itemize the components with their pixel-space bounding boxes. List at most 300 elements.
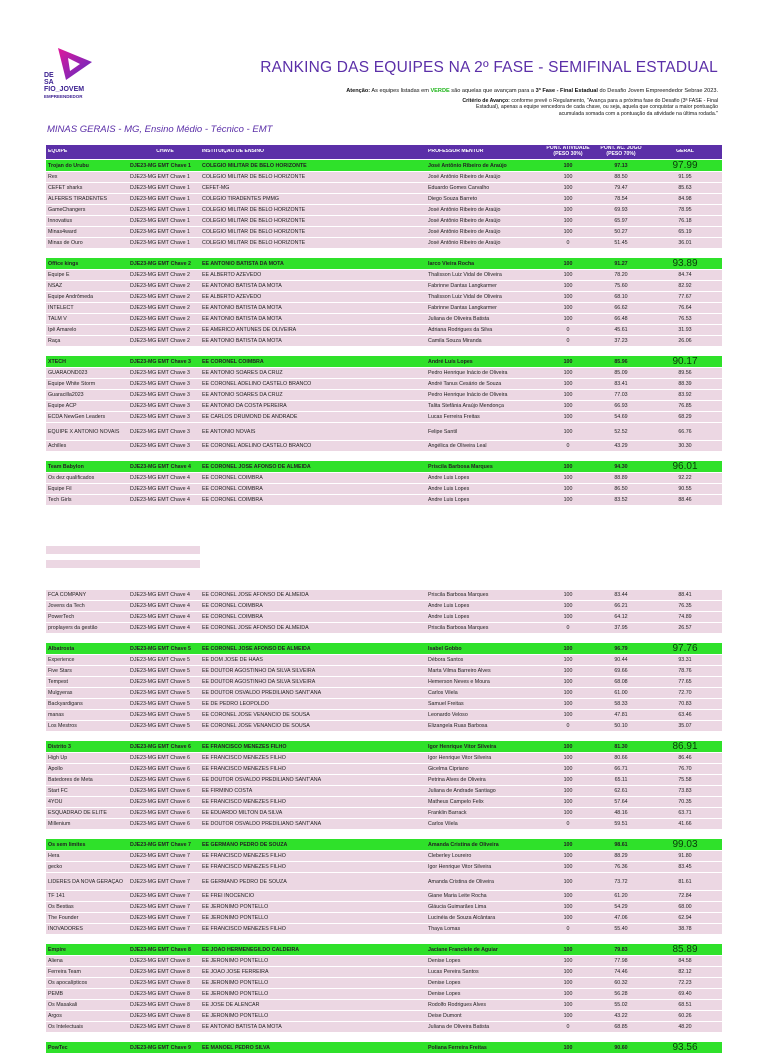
cell-chave: DJE23-MG EMT Chave 8 <box>130 1013 190 1019</box>
cell-jogo: 75.60 <box>614 283 628 289</box>
cell-professor: Iarco Vieira Rocha <box>428 260 475 267</box>
cell-team: Argos <box>48 1013 62 1019</box>
cell-professor: André Luís Lopes <box>428 358 473 365</box>
cell-chave: DJE23-MG EMT Chave 2 <box>130 327 190 333</box>
header-geral: GERAL <box>676 149 694 155</box>
cell-atividade: 100 <box>563 218 573 224</box>
table-row <box>46 873 722 891</box>
cell-atividade: 0 <box>566 821 570 827</box>
cell-jogo: 91.27 <box>614 260 628 267</box>
cell-team: Guaracilla2023 <box>48 392 84 398</box>
table-row <box>46 710 722 721</box>
cell-chave: DJE23-MG EMT Chave 1 <box>130 162 191 169</box>
cell-team: Backyardigans <box>48 701 83 707</box>
cell-team: TALM V <box>48 316 67 322</box>
cell-chave: DJE23-MG EMT Chave 2 <box>130 316 190 322</box>
cell-atividade: 100 <box>563 657 573 663</box>
cell-instituicao: EE JERÔNIMO PONTELLO <box>202 980 269 986</box>
cell-team: manas <box>48 712 64 718</box>
cell-instituicao: EE ALBERTO AZEVEDO <box>202 294 262 300</box>
criteria-line-1: conforme prevê o Regulamento, "Avança para a próxima fase do Desafio (3ª FASE - Final <box>509 98 718 104</box>
table-row <box>46 238 722 249</box>
cell-atividade: 100 <box>563 174 573 180</box>
cell-geral: 68.29 <box>678 414 692 420</box>
table-row <box>46 216 722 227</box>
cell-geral: 84.98 <box>678 196 692 202</box>
table-row <box>46 194 722 205</box>
cell-team: Os apocalípticos <box>48 980 88 986</box>
cell-professor: José Antônio Ribeiro de Araújo <box>428 174 501 180</box>
cell-chave: DJE23-MG EMT Chave 4 <box>130 614 190 620</box>
cell-atividade: 100 <box>563 316 573 322</box>
table-row <box>46 913 722 924</box>
cell-jogo: 43.29 <box>614 443 628 449</box>
cell-geral: 38.78 <box>678 926 692 932</box>
cell-chave: DJE23-MG EMT Chave 7 <box>130 864 190 870</box>
cell-instituicao: EE CORONEL COIMBRA <box>202 614 263 620</box>
table-row <box>46 891 722 902</box>
cell-chave: DJE23-MG EMT Chave 4 <box>130 592 190 598</box>
cell-professor: Carlos Vilela <box>428 821 458 827</box>
cell-atividade: 100 <box>563 853 573 859</box>
cell-chave: DJE23-MG EMT Chave 5 <box>130 701 190 707</box>
cell-atividade: 100 <box>563 1002 573 1008</box>
cell-geral: 89.56 <box>678 370 692 376</box>
table-row <box>46 368 722 379</box>
cell-professor: José Antônio Ribeiro de Araújo <box>428 240 501 246</box>
cell-team: XTECH <box>48 358 66 365</box>
cell-team: Os sem limites <box>48 841 86 848</box>
cell-atividade: 100 <box>563 969 573 975</box>
cell-instituicao: EE CORONEL ADELINO CASTELO BRANCO <box>202 381 312 387</box>
cell-jogo: 83.44 <box>614 592 628 598</box>
table-row <box>46 797 722 808</box>
cell-atividade: 100 <box>563 403 573 409</box>
cell-jogo: 86.50 <box>614 486 628 492</box>
cell-chave: DJE23-MG EMT Chave 1 <box>130 229 190 235</box>
group-separator <box>46 1033 722 1042</box>
cell-instituicao: EE JERÔNIMO PONTELLO <box>202 904 269 910</box>
cell-instituicao: EE ANTÔNIO BATISTA DA MOTA <box>202 338 282 344</box>
cell-chave: DJE23-MG EMT Chave 3 <box>130 392 190 398</box>
cell-geral: 97.76 <box>672 643 698 654</box>
cell-professor: Denise Lopes <box>428 958 461 964</box>
cell-atividade: 100 <box>563 497 573 503</box>
left-band-a <box>46 546 200 554</box>
cell-jogo: 45.61 <box>614 327 628 333</box>
cell-team: Aliena <box>48 958 63 964</box>
table-row <box>46 819 722 830</box>
cell-jogo: 62.61 <box>614 788 628 794</box>
cell-geral: 85.89 <box>672 944 698 955</box>
cell-chave: DJE23-MG EMT Chave 3 <box>130 358 191 365</box>
table-row <box>46 786 722 797</box>
attention-pre: As equipes listadas em <box>370 88 431 94</box>
attention-label: Atenção: <box>346 88 371 94</box>
cell-professor: Thalisson Luiz Vidal de Oliveira <box>428 272 502 278</box>
cell-chave: DJE23-MG EMT Chave 6 <box>130 755 190 761</box>
cell-professor: Igor Henrique Vitor Silveira <box>428 755 492 761</box>
cell-professor: Eduardo Gomes Carvalho <box>428 185 490 191</box>
winner-row <box>46 160 722 172</box>
cell-jogo: 76.36 <box>614 864 628 870</box>
cell-atividade: 100 <box>563 414 573 420</box>
cell-geral: 72.70 <box>678 690 692 696</box>
group-separator <box>46 634 722 643</box>
cell-chave: DJE23-MG EMT Chave 1 <box>130 218 190 224</box>
cell-jogo: 88.50 <box>614 174 628 180</box>
cell-chave: DJE23-MG EMT Chave 7 <box>130 904 190 910</box>
cell-instituicao: EE DOUTOR AGOSTINHO DA SILVA SILVEIRA <box>202 668 316 674</box>
table-row <box>46 851 722 862</box>
cell-team: LÍDERES DA NOVA GERAÇÃO <box>48 878 123 885</box>
cell-atividade: 100 <box>563 904 573 910</box>
cell-instituicao: EE DOUTOR OSVALDO PREDILIANO SANT'ANA <box>202 777 322 783</box>
cell-instituicao: EE FREI INOCÊNCIO <box>202 893 255 899</box>
cell-instituicao: EE ANTÔNIO SOARES DA CRUZ <box>202 370 283 376</box>
cell-jogo: 85.09 <box>614 370 628 376</box>
winner-row <box>46 461 722 473</box>
cell-instituicao: EE ANTÔNIO DA COSTA PEREIRA <box>202 403 287 409</box>
cell-professor: Andre Luis Lopes <box>428 486 470 492</box>
cell-professor: Lucinéia de Souza Alcântara <box>428 915 496 921</box>
cell-atividade: 100 <box>563 679 573 685</box>
cell-atividade: 100 <box>563 645 573 652</box>
cell-professor: José Antônio Ribeiro de Araújo <box>428 207 501 213</box>
cell-chave: DJE23-MG EMT Chave 5 <box>130 723 190 729</box>
cell-jogo: 61.20 <box>614 893 628 899</box>
cell-professor: Amanda Cristina de Oliveira <box>428 878 494 885</box>
cell-geral: 48.20 <box>678 1024 692 1030</box>
cell-chave: DJE23-MG EMT Chave 2 <box>130 272 190 278</box>
cell-team: Batedores de Meta <box>48 777 93 783</box>
table-row <box>46 924 722 935</box>
cell-chave: DJE23-MG EMT Chave 8 <box>130 958 190 964</box>
cell-jogo: 60.32 <box>614 980 628 986</box>
cell-professor: José Antônio Ribeiro de Araújo <box>428 218 501 224</box>
cell-geral: 82.92 <box>678 283 692 289</box>
group-separator <box>46 935 722 944</box>
cell-professor: Lucas Ferreira Freitas <box>428 414 480 420</box>
cell-atividade: 100 <box>563 980 573 986</box>
table-row <box>46 325 722 336</box>
table-row <box>46 314 722 325</box>
cell-professor: Franklin Barrack <box>428 810 467 816</box>
cell-atividade: 100 <box>563 690 573 696</box>
group-separator <box>46 452 722 461</box>
cell-team: Os dez qualificados <box>48 475 95 481</box>
cell-jogo: 96.79 <box>614 645 628 652</box>
cell-professor: Thalisson Luiz Vidal de Oliveira <box>428 294 502 300</box>
cell-professor: Juliana de Oliveira Batista <box>428 316 490 322</box>
cell-atividade: 100 <box>563 196 573 202</box>
cell-professor: Andre Luis Lopes <box>428 497 470 503</box>
cell-geral: 30.30 <box>678 443 692 449</box>
cell-atividade: 100 <box>563 370 573 376</box>
table-row <box>46 172 722 183</box>
logo-line-2: SA <box>44 79 54 86</box>
cell-jogo: 66.21 <box>614 603 628 609</box>
cell-atividade: 100 <box>563 1013 573 1019</box>
cell-instituicao: EE DOUTOR OSVALDO PREDILIANO SANT'ANA <box>202 821 322 827</box>
cell-jogo: 37.23 <box>614 338 628 344</box>
cell-chave: DJE23-MG EMT Chave 5 <box>130 668 190 674</box>
cell-atividade: 0 <box>566 443 570 449</box>
table-row <box>46 495 722 506</box>
cell-team: Experience <box>48 657 75 663</box>
cell-instituicao: EE GERMANO PEDRO DE SOUZA <box>202 878 287 885</box>
cell-professor: Cleberley Loureiro <box>428 853 472 859</box>
cell-geral: 74.89 <box>678 614 692 620</box>
cell-geral: 78.76 <box>678 668 692 674</box>
cell-professor: Petrina Alves de Oliveira <box>428 777 486 783</box>
header-instituicao: INSTITUIÇÃO DE ENSINO <box>202 149 264 155</box>
cell-atividade: 100 <box>563 260 573 267</box>
cell-professor: Matheus Campelo Felix <box>428 799 484 805</box>
cell-jogo: 55.40 <box>614 926 628 932</box>
cell-geral: 63.46 <box>678 712 692 718</box>
cell-geral: 69.40 <box>678 991 692 997</box>
cell-geral: 70.35 <box>678 799 692 805</box>
cell-jogo: 90.44 <box>614 657 628 663</box>
cell-geral: 76.64 <box>678 305 692 311</box>
cell-instituicao: EE JOÃO HERMENEGILDO CALDEIRA <box>202 946 300 953</box>
cell-team: Trojan do Urubu <box>48 162 89 169</box>
cell-atividade: 100 <box>563 272 573 278</box>
cell-chave: DJE23-MG EMT Chave 5 <box>130 645 191 652</box>
table-row <box>46 590 722 601</box>
cell-instituicao: EE CORONEL JOSÉ AFONSO DE ALMEIDA <box>202 645 311 652</box>
cell-professor: Fabrinne Dantas Langkarmer <box>428 305 497 311</box>
cell-chave: DJE23-MG EMT Chave 5 <box>130 690 190 696</box>
cell-jogo: 37.95 <box>614 625 628 631</box>
cell-chave: DJE23-MG EMT Chave 1 <box>130 174 190 180</box>
cell-instituicao: EE JOSÉ DE ALENCAR <box>202 1002 260 1008</box>
winner-row <box>46 839 722 851</box>
cell-chave: DJE23-MG EMT Chave 4 <box>130 603 190 609</box>
page-title: RANKING DAS EQUIPES NA 2º FASE - SEMIFINAL ESTADUAL <box>260 59 718 76</box>
table-row <box>46 967 722 978</box>
table-row <box>46 978 722 989</box>
cell-team: gecko <box>48 864 63 870</box>
cell-jogo: 74.46 <box>614 969 628 975</box>
cell-chave: DJE23-MG EMT Chave 2 <box>130 260 191 267</box>
cell-instituicao: EE ANTÔNIO BATISTA DA MOTA <box>202 283 282 289</box>
cell-jogo: 85.96 <box>614 358 628 365</box>
table-row <box>46 484 722 495</box>
table-row <box>46 862 722 873</box>
cell-instituicao: EE FRANCISCO MENEZES FILHO <box>202 743 287 750</box>
cell-atividade: 100 <box>563 766 573 772</box>
cell-team: GUARAOND023 <box>48 370 88 376</box>
cell-jogo: 98.61 <box>614 841 628 848</box>
cell-team: PowerTech <box>48 614 75 620</box>
cell-jogo: 50.27 <box>614 229 628 235</box>
cell-jogo: 90.60 <box>614 1044 628 1051</box>
cell-chave: DJE23-MG EMT Chave 2 <box>130 305 190 311</box>
winner-row <box>46 741 722 753</box>
cell-team: The Founder <box>48 915 79 921</box>
cell-jogo: 48.16 <box>614 810 628 816</box>
table-row <box>46 612 722 623</box>
cell-instituicao: EE DOM JOSÉ DE HAAS <box>202 657 263 663</box>
cell-chave: DJE23-MG EMT Chave 1 <box>130 207 190 213</box>
cell-instituicao: EE CORONEL JOSÉ AFONSO DE ALMEIDA <box>202 592 309 598</box>
cell-atividade: 100 <box>563 668 573 674</box>
cell-chave: DJE23-MG EMT Chave 4 <box>130 486 190 492</box>
cell-geral: 97.99 <box>672 160 698 171</box>
cell-instituicao: EE ANTÔNIO BATISTA DA MOTA <box>202 1024 282 1030</box>
logo-line-1: DE <box>44 72 54 79</box>
cell-chave: DJE23-MG EMT Chave 5 <box>130 657 190 663</box>
cell-team: Mulgyeras <box>48 690 73 696</box>
table-row <box>46 1011 722 1022</box>
cell-jogo: 47.06 <box>614 915 628 921</box>
cell-chave: DJE23-MG EMT Chave 7 <box>130 853 190 859</box>
table-row <box>46 902 722 913</box>
cell-professor: Hemerson Neves e Moura <box>428 679 490 685</box>
cell-team: ALFERES TIRADENTES <box>48 196 108 202</box>
cell-atividade: 0 <box>566 625 570 631</box>
table-row <box>46 721 722 732</box>
cell-team: Start FC <box>48 788 68 794</box>
cell-geral: 31.93 <box>678 327 692 333</box>
cell-team: Achilles <box>48 443 67 449</box>
cell-atividade: 100 <box>563 185 573 191</box>
cell-chave: DJE23-MG EMT Chave 6 <box>130 810 190 816</box>
cell-instituicao: EE ANTÔNIO SOARES DA CRUZ <box>202 392 283 398</box>
cell-professor: Thaya Lomas <box>428 926 461 932</box>
table-row <box>46 601 722 612</box>
cell-team: Raça <box>48 338 61 344</box>
cell-geral: 60.26 <box>678 1013 692 1019</box>
cell-instituicao: EE ANTÔNIO BATISTA DA MOTA <box>202 260 284 267</box>
cell-geral: 90.55 <box>678 486 692 492</box>
cell-professor: Jaciane Franciele de Aguiar <box>428 946 498 953</box>
cell-atividade: 100 <box>563 958 573 964</box>
attention-post: do Desafio Jovem Empreendedor Sebrae 2023. <box>597 88 718 94</box>
cell-jogo: 88.29 <box>614 853 628 859</box>
cell-chave: DJE23-MG EMT Chave 8 <box>130 946 191 953</box>
cell-instituicao: EE GERMANO PEDRO DE SOUZA <box>202 841 288 848</box>
cell-chave: DJE23-MG EMT Chave 2 <box>130 294 190 300</box>
cell-jogo: 79.83 <box>614 946 628 953</box>
cell-instituicao: COLÉGIO TIRADENTES PMMG <box>202 196 280 202</box>
cell-atividade: 0 <box>566 327 570 333</box>
cell-geral: 85.63 <box>678 185 692 191</box>
cell-jogo: 58.33 <box>614 701 628 707</box>
cell-team: High Up <box>48 755 68 761</box>
cell-chave: DJE23-MG EMT Chave 4 <box>130 463 191 470</box>
cell-geral: 82.12 <box>678 969 692 975</box>
cell-instituicao: EE EDUARDO MILTON DA SILVA <box>202 810 283 816</box>
cell-chave: DJE23-MG EMT Chave 6 <box>130 799 190 805</box>
cell-instituicao: COLÉGIO MILITAR DE BELO HORIZONTE <box>202 218 306 224</box>
cell-professor: Adriana Rodrigues da Silva <box>428 327 493 333</box>
cell-instituicao: EE FRANCISCO MENEZES FILHO <box>202 766 286 772</box>
cell-chave: DJE23-MG EMT Chave 3 <box>130 443 190 449</box>
cell-atividade: 100 <box>563 428 573 435</box>
cell-professor: Pedro Henrique Inácio de Oliveira <box>428 392 508 398</box>
cell-team: Apollo <box>48 766 63 772</box>
cell-jogo: 43.22 <box>614 1013 628 1019</box>
winner-row <box>46 1042 722 1054</box>
cell-team: Empire <box>48 946 66 953</box>
cell-geral: 96.01 <box>672 461 698 472</box>
cell-team: Os Intelectuais <box>48 1024 84 1030</box>
cell-chave: DJE23-MG EMT Chave 7 <box>130 926 190 932</box>
cell-professor: Priscila Barbosa Marques <box>428 625 489 631</box>
cell-geral: 91.80 <box>678 853 692 859</box>
cell-geral: 41.66 <box>678 821 692 827</box>
cell-geral: 86.91 <box>672 741 698 752</box>
cell-instituicao: EE ALBERTO AZEVEDO <box>202 272 262 278</box>
cell-instituicao: EE CORONEL COIMBRA <box>202 358 264 365</box>
cell-professor: Andre Luis Lopes <box>428 614 470 620</box>
cell-geral: 68.51 <box>678 1002 692 1008</box>
cell-geral: 83.92 <box>678 392 692 398</box>
cell-atividade: 100 <box>563 841 573 848</box>
cell-jogo: 83.41 <box>614 381 628 387</box>
criteria-line-3: acumulada somada com a pontuação da atividade na última rodada." <box>558 110 718 117</box>
cell-geral: 88.46 <box>678 497 692 503</box>
cell-atividade: 100 <box>563 486 573 492</box>
cell-geral: 77.67 <box>678 294 692 300</box>
cell-professor: Marta Vilma Barreiro Alves <box>428 668 491 674</box>
cell-professor: Priscila Barbosa Marques <box>428 592 489 598</box>
cell-atividade: 100 <box>563 358 573 365</box>
cell-professor: Débora Santos <box>428 657 464 663</box>
cell-professor: Giane Maria Leite Rocha <box>428 893 487 899</box>
cell-jogo: 59.51 <box>614 821 628 827</box>
cell-atividade: 100 <box>563 915 573 921</box>
cell-geral: 88.39 <box>678 381 692 387</box>
cell-team: Ferreira Team <box>48 969 81 975</box>
cell-team: Minas de Ouro <box>48 240 83 246</box>
criteria-note <box>420 98 718 117</box>
cell-team: Innovatius <box>48 218 73 224</box>
cell-jogo: 65.11 <box>614 777 628 783</box>
cell-team: PowTec <box>48 1044 68 1051</box>
cell-jogo: 68.85 <box>614 1024 628 1030</box>
attention-mid: são aquelas que avançam para a <box>449 88 536 94</box>
cell-chave: DJE23-MG EMT Chave 2 <box>130 338 190 344</box>
cell-atividade: 100 <box>563 991 573 997</box>
winner-row <box>46 356 722 368</box>
cell-geral: 77.65 <box>678 679 692 685</box>
cell-professor: Felipe Santil <box>428 428 458 435</box>
cell-jogo: 52.52 <box>614 428 628 435</box>
cell-chave: DJE23-MG EMT Chave 8 <box>130 969 190 975</box>
cell-team: Distrito 3 <box>48 743 71 750</box>
cell-professor: Elizangela Ruas Barbosa <box>428 723 488 729</box>
logo-line-3: FIO_JOVEM <box>44 86 85 93</box>
cell-atividade: 100 <box>563 946 573 953</box>
cell-chave: DJE23-MG EMT Chave 3 <box>130 428 190 435</box>
cell-chave: DJE23-MG EMT Chave 6 <box>130 766 190 772</box>
table-row <box>46 808 722 819</box>
cell-atividade: 100 <box>563 162 573 169</box>
cell-chave: DJE23-MG EMT Chave 7 <box>130 878 190 885</box>
cell-geral: 93.31 <box>678 657 692 663</box>
cell-team: CEFET sharks <box>48 185 83 191</box>
cell-geral: 84.74 <box>678 272 692 278</box>
cell-jogo: 54.29 <box>614 904 628 910</box>
cell-atividade: 100 <box>563 743 573 750</box>
cell-instituicao: EE JOÃO JOSÉ FERREIRA <box>202 969 269 975</box>
cell-chave: DJE23-MG EMT Chave 4 <box>130 497 190 503</box>
cell-geral: 76.18 <box>678 218 692 224</box>
